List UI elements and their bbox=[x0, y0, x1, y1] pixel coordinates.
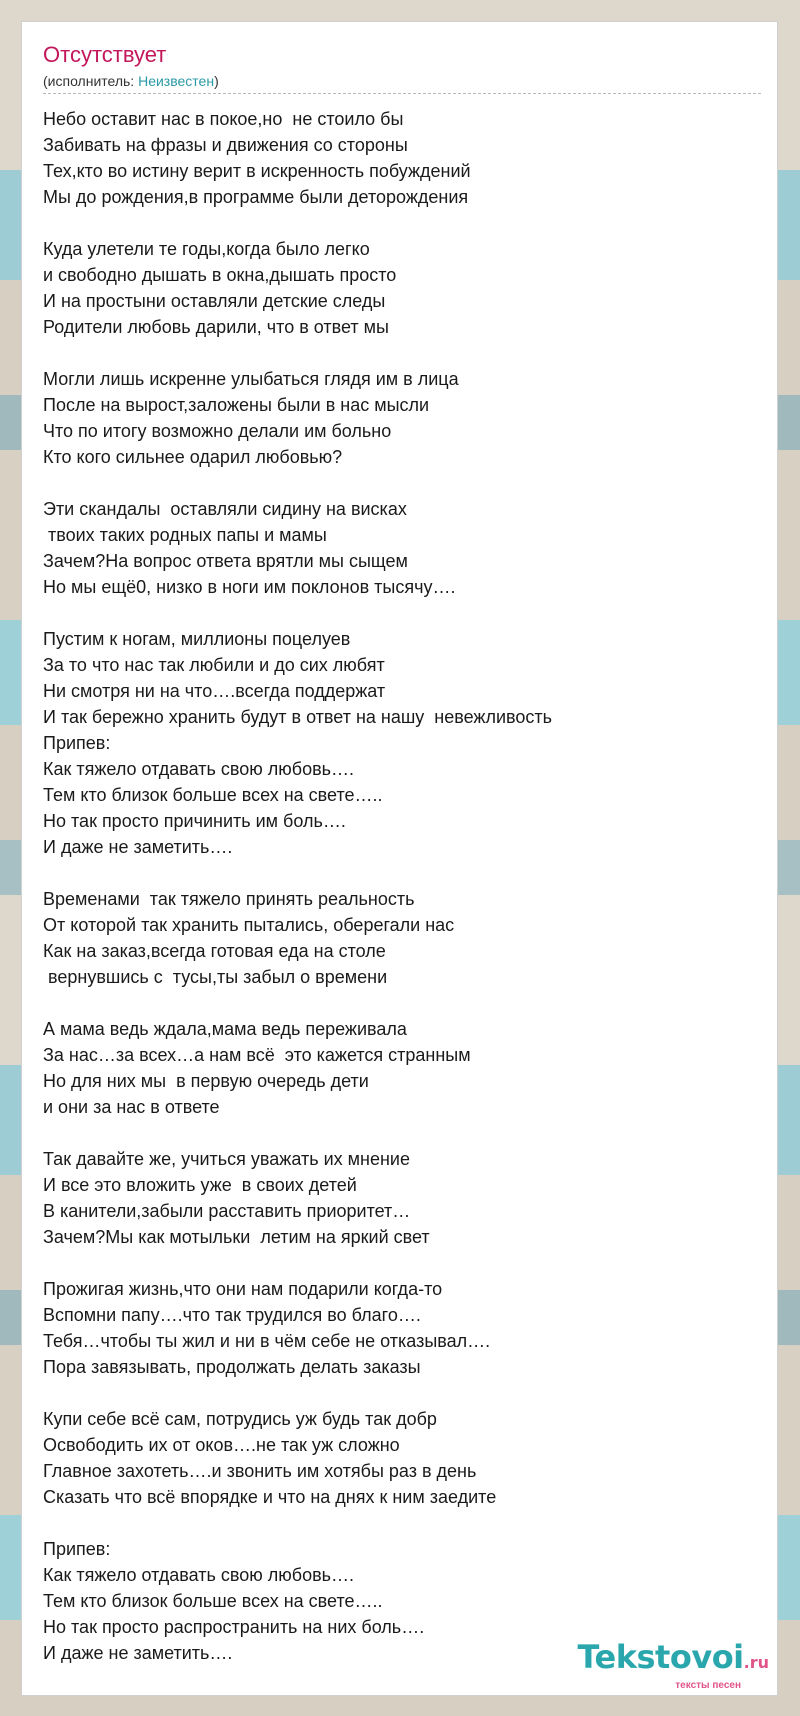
lyric-line: Пора завязывать, продолжать делать заказы bbox=[43, 1357, 421, 1377]
lyric-line: За то что нас так любили и до сих любят bbox=[43, 655, 385, 675]
lyric-line: Временами так тяжело принять реальность bbox=[43, 889, 415, 909]
lyric-line: Как тяжело отдавать свою любовь…. bbox=[43, 759, 355, 779]
lyric-line: и они за нас в ответе bbox=[43, 1097, 220, 1117]
lyric-line: Что по итогу возможно делали им больно bbox=[43, 421, 392, 441]
lyric-line: твоих таких родных папы и мамы bbox=[43, 525, 327, 545]
lyric-line: Забивать на фразы и движения со стороны bbox=[43, 135, 408, 155]
lyric-line bbox=[43, 990, 761, 1016]
lyric-line: В канители,забыли расставить приоритет… bbox=[43, 1201, 411, 1221]
lyric-line: И на простыни оставляли детские следы bbox=[43, 291, 386, 311]
lyric-line bbox=[43, 1380, 761, 1406]
lyric-line: Так давайте же, учиться уважать их мнение bbox=[43, 1149, 410, 1169]
lyric-line: Но так просто распространить на них боль…. bbox=[43, 1617, 425, 1637]
lyric-line: Тем кто близок больше всех на свете….. bbox=[43, 1591, 383, 1611]
lyric-line: Как на заказ,всегда готовая еда на столе bbox=[43, 941, 386, 961]
lyric-line bbox=[43, 210, 761, 236]
logo-name: Tekstovoi bbox=[577, 1638, 744, 1676]
logo-wordmark bbox=[577, 1640, 769, 1680]
lyric-line: Но мы ещё0, низко в ноги им поклонов тысячу…. bbox=[43, 577, 456, 597]
artist-link[interactable]: Неизвестен bbox=[138, 73, 215, 89]
lyric-line: И даже не заметить…. bbox=[43, 1643, 233, 1663]
song-title: Отсутствует bbox=[43, 42, 167, 67]
lyric-line: и свободно дышать в окна,дышать просто bbox=[43, 265, 397, 285]
lyric-line: Эти скандалы оставляли сидину на висках bbox=[43, 499, 407, 519]
lyric-line: Тех,кто во истину верит в искренность побуждений bbox=[43, 161, 471, 181]
lyric-line: Припев: bbox=[43, 733, 111, 753]
lyric-line bbox=[43, 600, 761, 626]
lyric-line: Прожигая жизнь,что они нам подарили когда-то bbox=[43, 1279, 443, 1299]
lyric-line bbox=[43, 470, 761, 496]
lyric-line: вернувшись с тусы,ты забыл о времени bbox=[43, 967, 388, 987]
lyric-line: Ни смотря ни на что….всегда поддержат bbox=[43, 681, 386, 701]
lyric-line: Как тяжело отдавать свою любовь…. bbox=[43, 1565, 355, 1585]
lyric-line: Но для них мы в первую очередь дети bbox=[43, 1071, 369, 1091]
lyric-line: Купи себе всё сам, потрудись уж будь так добр bbox=[43, 1409, 437, 1429]
lyric-line: От которой так хранить пытались, оберегали нас bbox=[43, 915, 455, 935]
lyric-line bbox=[43, 1510, 761, 1536]
lyric-line: Сказать что всё впорядке и что на днях к ним заедите bbox=[43, 1487, 497, 1507]
lyric-line: Главное захотеть….и звонить им хотябы раз в день bbox=[43, 1461, 477, 1481]
tekstovoi-logo[interactable] bbox=[577, 1640, 769, 1691]
lyric-line: Зачем?На вопрос ответа врятли мы сыщем bbox=[43, 551, 408, 571]
lyric-line bbox=[43, 1250, 761, 1276]
lyric-line bbox=[43, 340, 761, 366]
lyric-line: Мы до рождения,в программе были деторождения bbox=[43, 187, 469, 207]
lyric-line: Кто кого сильнее одарил любовью? bbox=[43, 447, 343, 467]
artist-line bbox=[43, 73, 219, 89]
lyric-line: Пустим к ногам, миллионы поцелуев bbox=[43, 629, 351, 649]
logo-tagline: тексты песен bbox=[675, 1680, 741, 1691]
lyrics-page bbox=[21, 21, 778, 1696]
logo-tld: .ru bbox=[743, 1653, 769, 1672]
lyric-line: И так бережно хранить будут в ответ на нашу невежливость bbox=[43, 707, 553, 727]
lyric-line: И все это вложить уже в своих детей bbox=[43, 1175, 357, 1195]
lyrics-text bbox=[43, 106, 761, 1666]
artist-suffix: ) bbox=[214, 73, 219, 89]
lyric-line: Зачем?Мы как мотыльки летим на яркий свет bbox=[43, 1227, 430, 1247]
lyric-line: А мама ведь ждала,мама ведь переживала bbox=[43, 1019, 407, 1039]
lyric-line: И даже не заметить…. bbox=[43, 837, 233, 857]
title-divider bbox=[43, 93, 761, 94]
lyric-line: За нас…за всех…а нам всё это кажется странным bbox=[43, 1045, 471, 1065]
lyric-line bbox=[43, 1120, 761, 1146]
lyric-line: Освободить их от оков….не так уж сложно bbox=[43, 1435, 400, 1455]
lyric-line: Небо оставит нас в покое,но не стоило бы bbox=[43, 109, 404, 129]
lyric-line: Куда улетели те годы,когда было легко bbox=[43, 239, 370, 259]
lyric-line: Могли лишь искренне улыбаться глядя им в лица bbox=[43, 369, 459, 389]
artist-prefix: (исполнитель: bbox=[43, 73, 139, 89]
lyric-line: Тем кто близок больше всех на свете….. bbox=[43, 785, 383, 805]
lyric-line: Вспомни папу….что так трудился во благо…. bbox=[43, 1305, 421, 1325]
lyric-line: Но так просто причинить им боль…. bbox=[43, 811, 346, 831]
lyric-line: После на вырост,заложены были в нас мысли bbox=[43, 395, 430, 415]
lyric-line: Тебя…чтобы ты жил и ни в чём себе не отказывал…. bbox=[43, 1331, 491, 1351]
lyric-line: Родители любовь дарили, что в ответ мы bbox=[43, 317, 389, 337]
lyric-line: Припев: bbox=[43, 1539, 111, 1559]
lyric-line bbox=[43, 860, 761, 886]
